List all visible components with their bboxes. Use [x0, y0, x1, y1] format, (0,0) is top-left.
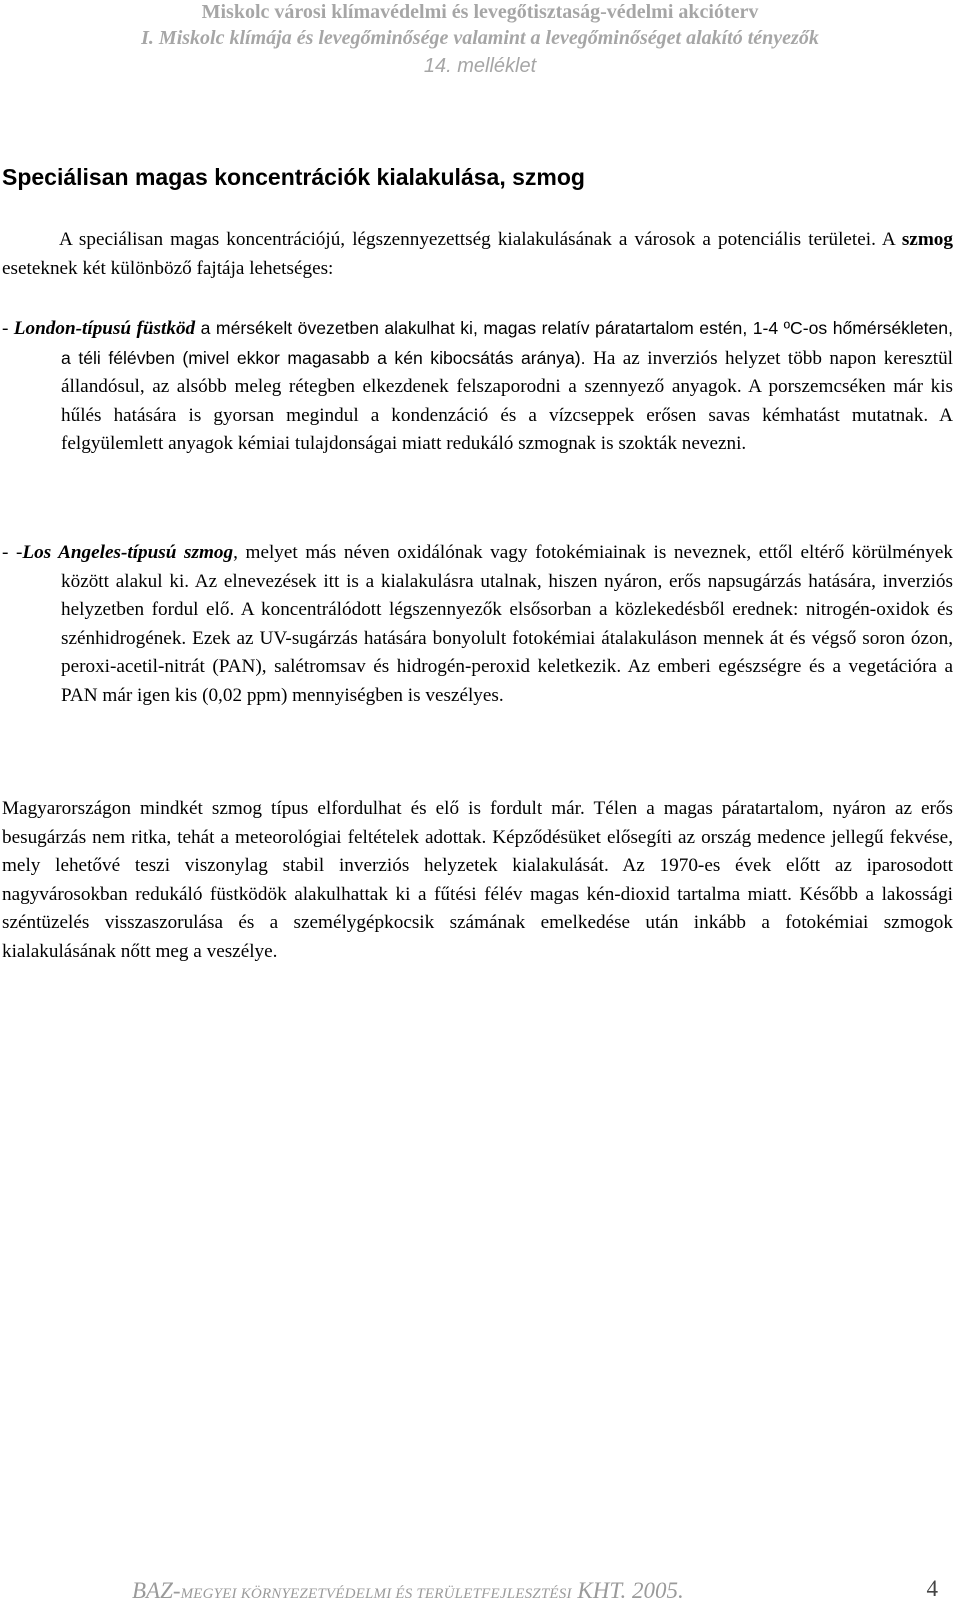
intro-bold-term: szmog: [901, 229, 953, 250]
intro-text-1: A speciálisan magas koncentrációjú, légszennyezettség kialakulásának a városok a potenciális területei. A: [59, 229, 902, 250]
footer-organization: MEGYEI KÖRNYEZETVÉDELMI ÉS TERÜLETFEJLESZTÉSI: [180, 1586, 572, 1602]
los-angeles-smog-term: Los Angeles-típusú szmog: [22, 542, 234, 563]
hungary-paragraph: Magyarországon mindkét szmog típus elfordulhat és elő is fordult már. Télen a magas páratartalom, nyáron az erős besugárzás nem ritka, tehát a meteorológiai feltételek adottak. Képződésüket elősegíti az ország medence jellegű fekvése, mely lehetővé teszi viszonylag stabil inverziós helyzetek kialakulását. Az 1970-es évek előtt az iparosodott nagyvárosokban redukáló füstködök alakulhattak ki a fűtési félév magas kén-dioxid tartalma miatt. Később a lakossági széntüzelés visszaszorulása és a személygépkocsik számának emelkedése után inkább a fotokémiai szmogok kialakulásának nőtt meg a veszélye.: [2, 798, 953, 962]
footer-baz: BAZ-: [132, 1578, 181, 1603]
document-header-subtitle: I. Miskolc klímája és levegőminősége valamint a levegőminőséget alakító tényezők: [141, 27, 819, 49]
document-footer: [132, 1578, 960, 1604]
page-number: 4: [926, 1576, 938, 1601]
footer-kht-year: KHT. 2005.: [571, 1578, 684, 1603]
document-header-title: Miskolc városi klímavédelmi és levegőtisztaság-védelmi akcióterv: [201, 1, 759, 23]
list-dash: -: [2, 318, 14, 339]
intro-text-2: eseteknek két különböző fajtája lehetséges:: [2, 257, 334, 279]
list-dash: - -: [2, 542, 23, 563]
annex-label: 14. melléklet: [423, 55, 537, 77]
los-angeles-smog-item: [2, 539, 954, 711]
london-smog-text-2: Ha az inverziós helyzet több napon keresztül állandósul, az alsóbb meleg rétegben elkezdenek felszaporodni a szennyező anyagok. A porszemcséken már kis hűlés hatására is gyorsan megindul a kondenzáció és a vízcseppek erősen savas kémhatást mutatnak. A felgyülemlett anyagok kémiai tulajdonságai miatt redukáló szmognak is szokták nevezni.: [61, 347, 953, 455]
london-smog-text-1: a mérsékelt övezetben alakulhat ki, magas relatív páratartalom estén, 1-4 ºC-os hőmérsékleten, a téli félévben (mivel ekkor magasabb a kén kibocsátás aránya).: [61, 318, 953, 368]
section-title: Speciálisan magas koncentrációk kialakulása, szmog: [2, 164, 585, 190]
london-smog-term: London-típusú füstköd: [13, 318, 196, 339]
intro-paragraph: [2, 226, 953, 283]
london-smog-item: [2, 314, 953, 459]
los-angeles-smog-text: , melyet más néven oxidálónak vagy fotokémiainak is neveznek, ettől eltérő körülmények között alakul ki. Az elnevezések itt is a kialakulásra utalnak, hiszen nyáron, erős napsugárzás hatására, inverziós helyzetben fordul elő. A koncentrálódott légszennyezők elsősorban a közlekedésből erednek: nitrogén-oxidok és szénhidrogének. Ezek az UV-sugárzás hatására bonyolult fotokémiai átalakuláson mennek át és végső soron ózon, peroxi-acetil-nitrát (PAN), salétromsav és hidrogén-peroxid keletkezik. Az emberi egészségre és a vegetációra a PAN már igen kis (0,02 ppm) mennyiségben is veszélyes.: [61, 542, 954, 706]
